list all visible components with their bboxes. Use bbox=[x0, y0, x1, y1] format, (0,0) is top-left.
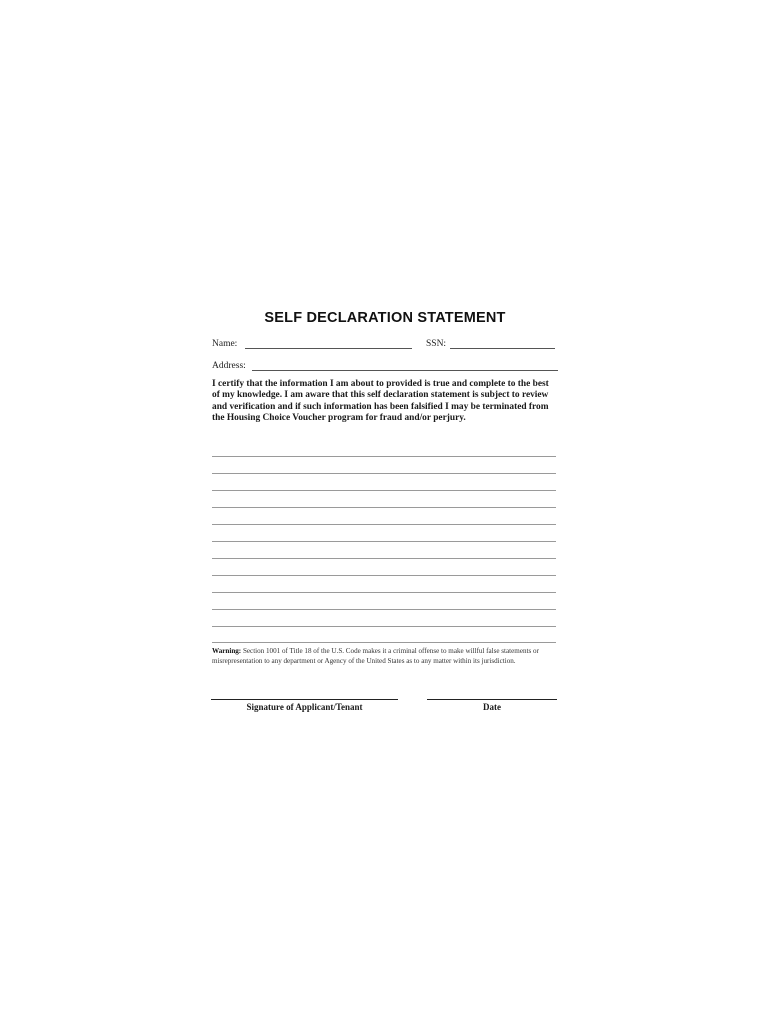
date-field[interactable] bbox=[427, 699, 557, 700]
writing-line[interactable] bbox=[212, 507, 556, 508]
document-title: SELF DECLARATION STATEMENT bbox=[264, 310, 506, 326]
address-label: Address: bbox=[212, 361, 246, 371]
applicant-signature-label: Signature of Applicant/Tenant bbox=[246, 702, 363, 712]
legal-warning bbox=[212, 647, 560, 666]
warning-label: Warning: bbox=[212, 647, 242, 655]
writing-line[interactable] bbox=[212, 473, 556, 474]
ssn-field[interactable] bbox=[450, 348, 555, 349]
writing-line[interactable] bbox=[212, 575, 556, 576]
writing-line[interactable] bbox=[212, 558, 556, 559]
writing-line[interactable] bbox=[212, 592, 556, 593]
writing-line[interactable] bbox=[212, 626, 556, 627]
name-label: Name: bbox=[212, 339, 238, 349]
warning-text: Section 1001 of Title 18 of the U.S. Code makes it a criminal offense to make willful false statements or misrepresentation to any department or Agency of the United States as to any matter within its jurisdiction. bbox=[212, 647, 539, 665]
address-field[interactable] bbox=[252, 370, 558, 371]
applicant-signature-field[interactable] bbox=[211, 699, 398, 700]
certification-statement: I certify that the information I am about to provided is true and complete to the best of my knowledge. I am aware that this self declaration statement is subject to review and verification and if such information has been falsified I may be terminated from the Housing Choice Voucher program for fraud and/or perjury. bbox=[212, 379, 549, 424]
writing-line[interactable] bbox=[212, 490, 556, 491]
ssn-label: SSN: bbox=[426, 339, 447, 349]
writing-line[interactable] bbox=[212, 456, 556, 457]
date-label: Date bbox=[483, 702, 501, 712]
writing-line[interactable] bbox=[212, 524, 556, 525]
writing-line[interactable] bbox=[212, 541, 556, 542]
writing-line[interactable] bbox=[212, 642, 556, 643]
name-field[interactable] bbox=[245, 348, 412, 349]
writing-line[interactable] bbox=[212, 609, 556, 610]
